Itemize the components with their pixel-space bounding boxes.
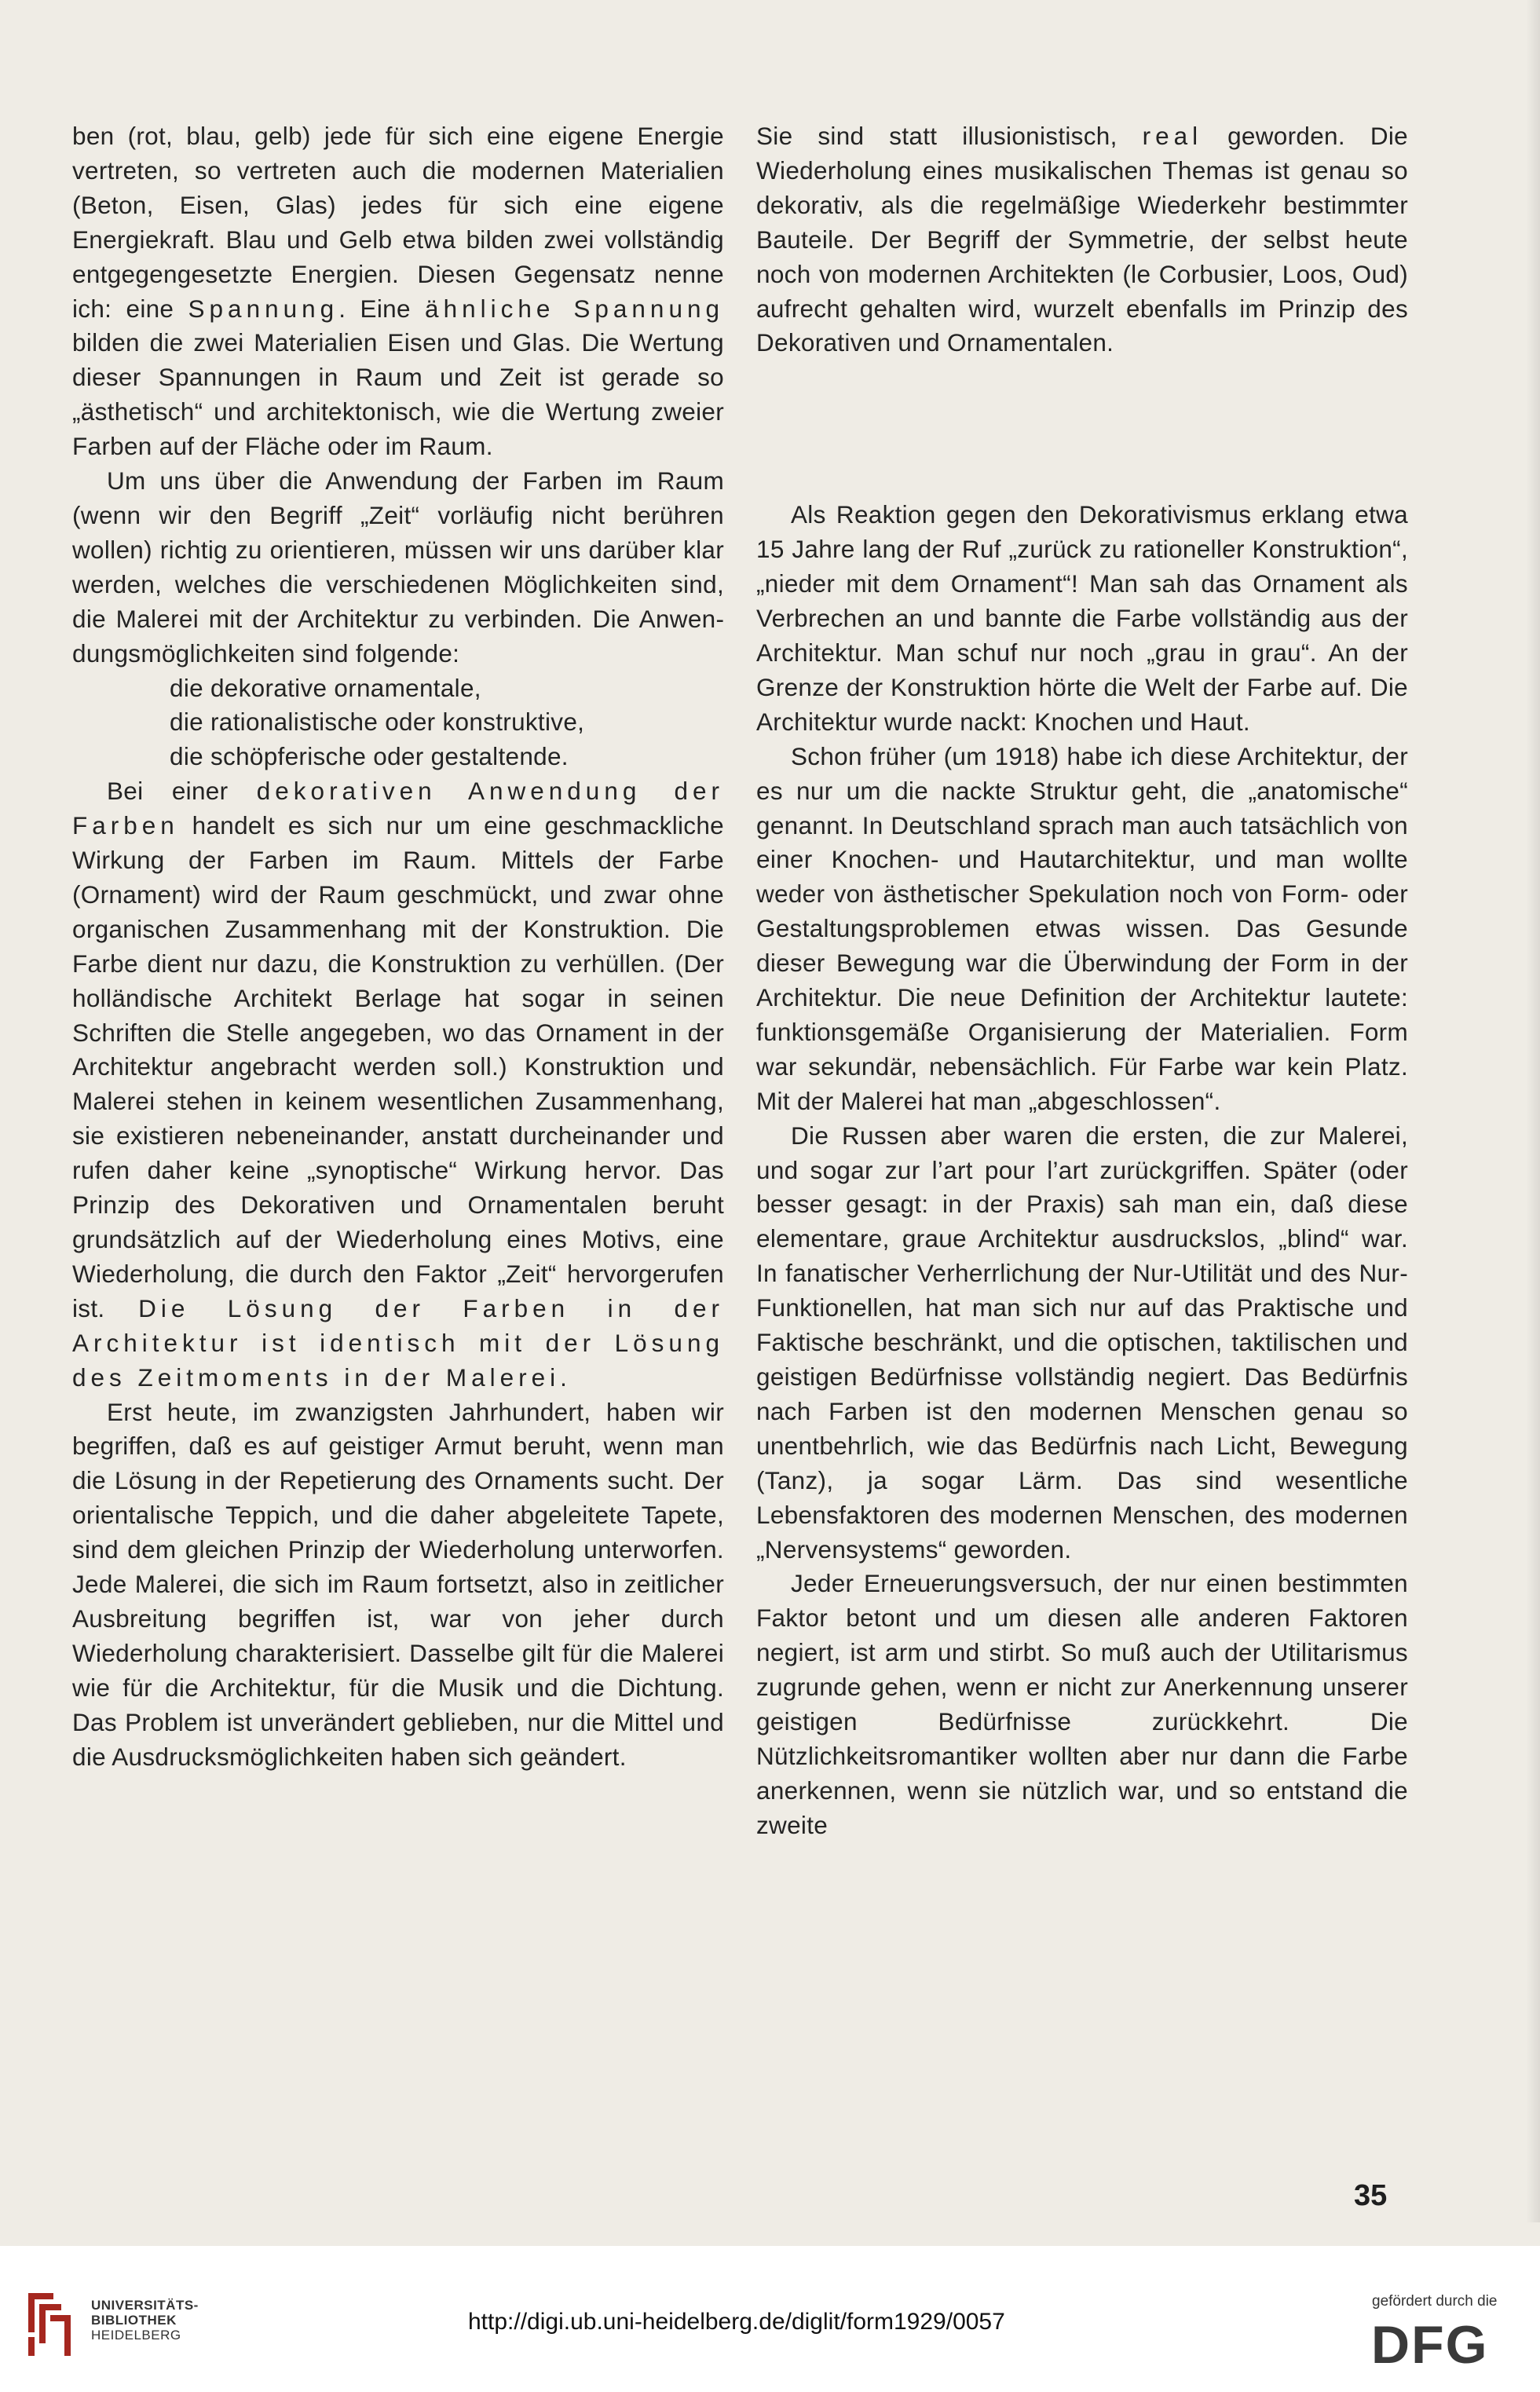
funder-caption: gefördert durch die <box>1372 2293 1498 2310</box>
text-run: . Eine <box>338 294 426 323</box>
spaced-emphasis: real <box>1142 122 1203 150</box>
library-name-line: BIBLIOTHEK <box>91 2313 177 2328</box>
page-number: 35 <box>1354 2179 1388 2212</box>
source-url-link[interactable]: http://digi.ub.uni-heidelberg.de/diglit/form1929/0057 <box>468 2309 1005 2335</box>
left-column <box>72 119 724 1775</box>
text-run: Bei einer <box>107 777 257 806</box>
spaced-emphasis: Spannung <box>188 294 339 323</box>
right-column <box>756 119 1408 1843</box>
right-paragraph-1 <box>756 119 1408 360</box>
left-paragraph-1 <box>72 119 724 464</box>
text-run: geworden. Die Wiederholung eines musikalischen Themas ist genau so dekorativ, als die regelmäßige Wiederkehr bestimmter Bauteile. Der Begriff der Symmetrie, der selbst heute noch von modernen Architekten (le Corbusier, Loos, Oud) aufrecht gehalten wird, wurzelt ebenfalls im Prinzip des Dekorativen und Ornamentalen. <box>756 122 1409 357</box>
left-paragraph-4: Erst heute, im zwanzigsten Jahrhundert, haben wir begriffen, daß es auf geistiger Armut beruht, wenn man die Lösung in der Repetierung des Ornaments sucht. Der orientalische Teppich, und die daher abgeleitete Tapete, sind dem gleichen Prinzip der Wiederholung unterworfen. Jede Malerei, die sich im Raum fortsetzt, also in zeitlicher Ausbreitung begriffen ist, war von jeher durch Wiederholung charakterisiert. Dasselbe gilt für die Malerei wie für die Architektur, für die Musik und die Dichtung. Das Problem ist unverändert geblieben, nur die Mittel und die Ausdrucksmöglichkeiten haben sich geändert. <box>72 1397 724 1771</box>
section-gap <box>756 360 1408 498</box>
text-run: . <box>560 1362 568 1392</box>
text-run: handelt es sich nur um eine geschmackliche Wirkung der Farben im Raum. Mittels der Farbe (Ornament) wird der Raum geschmückt, und zwar ohne organischen Zusammenhang mit der Konstruktion. Die Farbe dient nur dazu, die Konstruktion zu verhüllen. (Der holländische Architekt Berlage hat sogar in seinen Schriften die Stelle angegeben, wo das Ornament in der Architektur angebracht werden soll.) Konstruktion und Malerei stehen in keinem wesentlichen Zusammenhang, sie existieren nebeneinander, anstatt durcheinander und rufen daher keine „synoptische“ Wirkung hervor. Das Prinzip des Dekorativen und Ornamentalen beruht grundsätzlich auf der Wiederholung eines Motivs, eine Wiederholung, die durch den Faktor „Zeit“ hervorgerufen ist. <box>72 811 724 1322</box>
text-run: Sie sind statt illusionistisch, <box>756 122 1143 150</box>
dfg-logo: DFG <box>1371 2315 1489 2375</box>
spaced-emphasis: ähnliche Spannung <box>425 294 725 323</box>
spaced-emphasis: Die Lösung der Farben in der Architektur ist identisch mit der Lösung des Zeitmoments in der Malerei <box>72 1293 724 1392</box>
right-paragraph-5: Jeder Erneuerungsversuch, der nur einen bestimmten Faktor betont und um diesen alle anderen Faktoren negiert, ist arm und stirbt. So muß auch der Utilitarismus zugrunde gehen, wenn er nicht zur Anerkennung unserer geistigen Bedürfnisse zurückkehrt. Die Nützlichkeitsromantiker wollten aber nur dann die Farbe anerkennen, wenn sie nützlich war, und so entstand die zweite <box>756 1569 1408 1839</box>
page-edge-shadow <box>1526 0 1540 2222</box>
library-name-line: HEIDELBERG <box>91 2328 181 2343</box>
list-item: die schöpferische oder gestaltende. <box>170 742 569 771</box>
university-library-name <box>91 2298 199 2343</box>
left-paragraph-2: Um uns über die Anwendung der Farben im Raum (wenn wir den Begriff „Zeit“ vorläufig nicht berühren wollen) richtig zu orientieren, müssen wir uns darüber klar werden, welches die verschiedenen Möglichkeiten sind, die Malerei mit der Architektur zu verbinden. Die Anwendungsmöglichkeiten sind folgende: <box>72 466 724 667</box>
right-paragraph-4: Die Russen aber waren die ersten, die zur Malerei, und sogar zur l’art pour l’art zurückgriffen. Später (oder besser gesagt: in der Praxis) sah man ein, daß diese elementare, graue Architektur ausdruckslos, „blind“ war. In fanatischer Verherrlichung der Nur-Utilität und des Nur-Funktionellen, hat man sich nur auf das Praktische und Faktische beschränkt, und die optischen, taktilischen und geistigen Bedürfnisse vollständig negiert. Das Bedürfnis nach Farben ist den modernen Menschen genau so unentbehrlich, wie das Bedürfnis nach Licht, Bewegung (Tanz), ja sogar Lärm. Das sind wesentliche Lebensfaktoren des modernen Menschen, des modernen „Nervensystems“ geworden. <box>756 1121 1408 1564</box>
text-run: ben (rot, blau, gelb) jede für sich eine eigene Energie vertreten, so vertreten auch die modernen Materialien (Beton, Eisen, Glas) jedes für sich eine eigene Energiekraft. Blau und Gelb etwa bilden zwei vollständig entgegengesetzte Energien. Diesen Gegensatz nenne ich: eine <box>72 122 724 323</box>
left-paragraph-3 <box>72 774 724 1395</box>
university-library-logo-icon <box>13 2277 83 2372</box>
right-paragraph-3: Schon früher (um 1918) habe ich diese Architektur, der es nur um die nackte Struktur geht, die „anatomische“ genannt. In Deutschland sprach man auch tatsächlich von einer Knochen- und Hautarchitektur, und man wollte weder von ästhetischer Spekulation noch von Form- oder Gestaltungsproblemen etwas wissen. Das Gesunde dieser Bewegung war die Überwindung der Form in der Architektur. Die neue Definition der Architektur lautete: funktionsgemäße Organisierung der Materialien. Form war sekundär, nebensächlich. Für Farbe war kein Platz. Mit der Malerei hat man „abgeschlossen“. <box>756 741 1408 1115</box>
list-item: die rationalistische oder konstruktive, <box>170 708 585 737</box>
spaced-emphasis: dekorativen Anwendung der Farben <box>72 777 724 840</box>
list-item: die dekorative ornamentale, <box>170 673 481 702</box>
digitization-footer <box>0 2246 1540 2392</box>
right-paragraph-2: Als Reaktion gegen den Dekorativismus erklang etwa 15 Jahre lang der Ruf „zurück zu rationeller Konstruktion“, „nieder mit dem Ornament“! Man sah das Ornament als Verbrechen an und bannte die Farbe vollständig aus der Architektur. Man schuf nur noch „grau in grau“. An der Grenze der Konstruktion hörte die Welt der Farbe auf. Die Architektur wurde nackt: Knochen und Haut. <box>756 500 1408 736</box>
text-run: bilden die zwei Materialien Eisen und Glas. Die Wertung dieser Spannungen in Raum und Zeit ist gerade so „ästhetisch“ und architektonisch, wie die Wertung zweier Farben auf der Fläche oder im Raum. <box>72 328 724 461</box>
library-name-line: UNIVERSITÄTS- <box>91 2298 199 2313</box>
